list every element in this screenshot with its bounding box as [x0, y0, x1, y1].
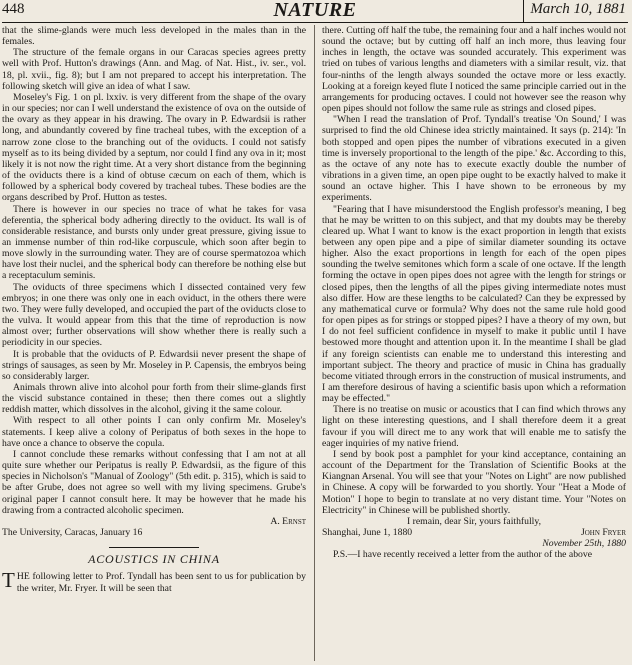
paragraph: I send by book post a pamphlet for your kind acceptance, containing an account of the Department for the Translation of Scientific Books at the Kiangnan Arsenal. You will see that your "Notes on Light" are now published in Chinese. A copy will be forwarded to you shortly. Your "Heat a Mode of Motion" I hope to begin to translate at no very distant time. Your "Notes on Electricity" in Chinese will be published shortly. [322, 448, 626, 516]
paragraph: There is no treatise on music or acoustics that I can find which throws any light on these interesting questions, and I shall therefore deem it a great favour if you will direct me to any work that will enable me to satisfy the eager inquiries of my native friend. [322, 404, 626, 449]
paragraph: that the slime-glands were much less developed in the males than in the females. [2, 25, 306, 48]
paragraph: The oviducts of three specimens which I dissected contained very few embryos; in one there was only one in each oviduct, in the others there were two. They were fully developed, and occupied the part of the oviducts close to the vulva. It would appear from this that the time of reproduction is now almost over; further observations will show whether there is really such a periodicity in our species. [2, 281, 306, 349]
paragraph: there. Cutting off half the tube, the remaining four and a half inches would not sound the octave; but by cutting off half an inch more, thus leaving four inches in length, the octave was sounded accurately. This experiment was tried on tubes of various lengths and diameters with a similar result, viz. that four-ninths of the length always sounded the octave more or less exactly. Looking at a foreign keyed flute I noticed the same principle carried out in the arrangements for producing octaves. I could not however see the reason why open pipes should not follow the same rule as strings and closed pipes. [322, 25, 626, 115]
section-heading [2, 547, 306, 565]
letter-place-date: Shanghai, June 1, 1880 [322, 527, 413, 539]
paragraph: The structure of the female organs in our Caracas species agrees pretty well with Prof. Hutton's drawings (Ann. and Mag. of Nat. Hist., iv. ser., vol. 18, pl. xvii., fig. 8); but I am not prepared to accept his interpretation. The following sketch will give an idea of what I saw. [2, 47, 306, 92]
paragraph: "When I read the translation of Prof. Tyndall's treatise 'On Sound,' I was surprised to find the old Chinese idea strictly maintained. It says (p. 214): 'In both stopped and open pipes the number of vibrations executed in a given time is inversely proportional to the length of the pipe.' &c. According to this, as the octave of any note has to execute exactly double the number of vibrations in a given time, an open pipe ought to be exactly halved to make it sound an octave higher. This I have shown to be erroneous by my experiments. [322, 114, 626, 204]
page-number: 448 [2, 1, 25, 17]
paragraph: Moseley's Fig. 1 on pl. lxxiv. is very different from the shape of the ovary in our species; nor can I well understand the existence of ova on the outside of the ovary as they appear in his drawing. The ovary in P. Edwardsii is rather long, and abundantly covered by fine tracheal tubes, with the exception of a narrow zone close to the branching out of the oviducts. I could not satisfy myself as to its being divided by a septum, nor could I find any ova in it; most likely it is not now the right time. At a very short distance from the beginning of the oviducts there is a kind of obtuse cæcum on each of them, which is followed by a spherical body covered by tracheal tubes. These bodies are the organs described by Prof. Hutton as testes. [2, 91, 306, 204]
issue-date: March 10, 1881 [530, 1, 626, 17]
left-column [2, 25, 306, 661]
intro-paragraph [2, 568, 306, 594]
intro-text: HE following letter to Prof. Tyndall has been sent to us for publication by the writer, Mr. Fryer. It will be seen that [16, 571, 306, 594]
paragraph: There is however in our species no trace of what he takes for vasa deferentia, the spherical body adhering directly to the oviduct. Its wall is of considerable resistance, and bursts only under great pressure, giving issue to an immense number of thin rod-like corpuscule, which soon after begin to move slowly in the surrounding water. They are of course spermatozoa which have lost their nuclei, and the spherical body can therefore be nothing else but a receptaculum seminis. [2, 203, 306, 282]
paragraph: With respect to all other points I can only confirm Mr. Moseley's statements. I keep alive a colony of Peripatus of both sexes in the hope to have once a chance to observe the copula. [2, 415, 306, 449]
letter-signature-row [322, 527, 626, 538]
author-dateline: The University, Caracas, January 16 [2, 527, 143, 539]
paragraph: "Fearing that I have misunderstood the English professor's meaning, I beg that he may be written to on this subject, and that my doubts may be thereby cleared up. What I want to know is the exact proportion in length that exists between any open pipe and a pipe of similar diameter sounding its octave higher. Also the exact proportions in length for each of the open pipes sounding the twelve semitones which form a scale of one octave. If the length forming the octave in open pipes does not agree with the length for strings or closed pipes, then the lengths of all the pipes giving intermediate notes must also differ. How are these lengths to be calculated? Can they be expressed by any mathematical curve or formula? Why does not the same rule hold good for open pipes as for strings or stopped pipes? I have a theory of my own, but I do not feel sufficient confidence in myself to make it public until I have bestowed more thought and attention upon it. In the meantime I shall be glad if any foreign scientists can enable me to understand this interesting and important subject. The theory and practice of music in China has gradually become vitiated through errors in the construction of musical instruments, and I am therefore desirous of having a scientific basis upon which a reformation may be effected." [322, 203, 626, 405]
paragraph: Animals thrown alive into alcohol pour forth from their slime-glands first the viscid substance contained in these; then there comes out a slightly reddish matter, which dissolves in the alcohol, giving it the same colour. [2, 382, 306, 416]
right-column [322, 25, 626, 661]
section-title: ACOUSTICS IN CHINA [88, 552, 220, 567]
paragraph: It is probable that the oviducts of P. Edwardsii never present the shape of strings of sausages, as seen by Mr. Moseley in P. Capensis, the embryos being so considerably larger. [2, 348, 306, 382]
journal-title: NATURE [273, 0, 357, 21]
postscript: P.S.—I have recently received a letter from the author of the above [333, 549, 593, 561]
page-header [2, 0, 628, 23]
column-divider [314, 25, 315, 661]
paragraph: I cannot conclude these remarks without confessing that I am not at all quite sure whether our Peripatus is really P. Edwardsii, as the figure of this species in Nicholson's "Manual of Zoology" (5th edit. p. 315), which is said to be after Grube, does not agree so well with my living specimens. Grube's original paper I cannot consult here. It may be however that he made his drawing from a contracted alcoholic specimen. [2, 448, 306, 516]
letter-closing: I remain, dear Sir, yours faithfully, [406, 515, 542, 527]
section-divider [109, 547, 199, 548]
letter-postdate: November 25th, 1880 [542, 538, 626, 550]
author-signature: A. Ernst [270, 515, 306, 527]
letter-signer: John Fryer [580, 527, 626, 539]
drop-cap: T [2, 568, 15, 593]
